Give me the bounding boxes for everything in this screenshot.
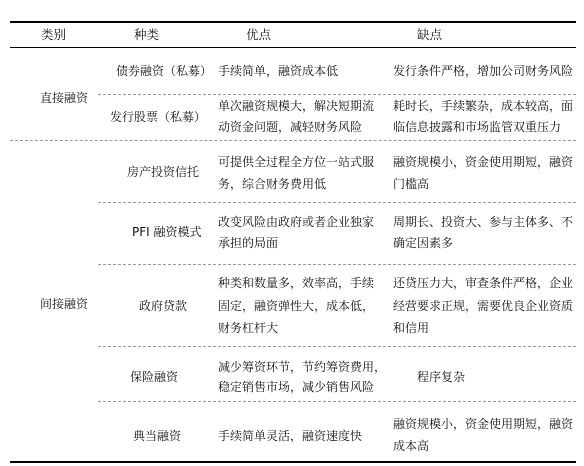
cons-line: 耗时长，手续繁杂，成本较高，面 <box>393 99 574 113</box>
type-cell: 发行股票（私募） <box>110 110 207 124</box>
cons-line: 确定因素多 <box>393 236 454 250</box>
type-cell: 政府贷款 <box>139 299 188 313</box>
row-divider <box>98 401 576 402</box>
pros-line: 减少筹资环节，节约筹资费用， <box>218 360 387 374</box>
row-divider <box>98 346 576 347</box>
table-bottom-rule <box>10 461 576 463</box>
row-divider <box>98 264 576 265</box>
type-cell: 房产投资信托 <box>127 165 200 179</box>
type-cell: 保险融资 <box>130 370 179 384</box>
cons-line: 和信用 <box>393 321 430 335</box>
pros-line: 改变风险由政府或者企业独家 <box>218 215 375 229</box>
row-divider <box>98 94 576 95</box>
pros-line: 承担的局面 <box>218 236 279 250</box>
pros-line: 财务杠杆大 <box>218 321 279 335</box>
pros-line: 可提供全过程全方位一站式服 <box>218 155 375 169</box>
pros-line: 务，综合财务费用低 <box>218 177 327 191</box>
header-cons: 缺点 <box>417 27 443 42</box>
pros-line: 种类和数量多，效率高，手续 <box>218 276 375 290</box>
cons-line: 成本高 <box>393 439 430 453</box>
type-cell: 典当融资 <box>133 429 182 443</box>
type-cell: PFI 融资模式 <box>132 225 202 239</box>
category-cell: 间接融资 <box>40 297 89 311</box>
header-pros: 优点 <box>246 27 272 42</box>
cons-line: 发行条件严格，增加公司财务风险 <box>393 64 574 78</box>
cons-line: 融资规模小，资金使用期短，融资 <box>393 417 574 431</box>
pros-line: 稳定销售市场，减少销售风险 <box>218 380 375 394</box>
header-category: 类别 <box>41 27 67 42</box>
pros-line: 手续简单灵活，融资速度快 <box>218 429 363 443</box>
cons-line: 临信息披露和市场监管双重压力 <box>393 120 562 134</box>
group-divider <box>10 140 576 141</box>
row-divider <box>98 202 576 203</box>
table-top-rule <box>10 21 576 23</box>
type-cell: 债券融资（私募） <box>116 64 213 78</box>
cons-line: 融资规模小，资金使用期短，融资 <box>393 155 574 169</box>
pros-line: 单次融资规模大，解决短期流 <box>218 99 375 113</box>
pros-line: 固定，融资弹性大，成本低， <box>218 299 375 313</box>
cons-line: 周期长、投资大、参与主体多、不 <box>393 215 574 229</box>
pros-line: 手续简单，融资成本低 <box>218 64 339 78</box>
table-header-rule <box>10 47 576 48</box>
category-cell: 直接融资 <box>40 91 89 105</box>
pros-line: 动资金问题，减轻财务风险 <box>218 120 363 134</box>
cons-line: 门槛高 <box>393 177 430 191</box>
cons-line: 程序复杂 <box>417 370 466 384</box>
cons-line: 经营要求正规，需要优良企业资质 <box>393 299 574 313</box>
cons-line: 还贷压力大，审查条件严格，企业 <box>393 276 574 290</box>
header-type: 种类 <box>134 27 160 42</box>
